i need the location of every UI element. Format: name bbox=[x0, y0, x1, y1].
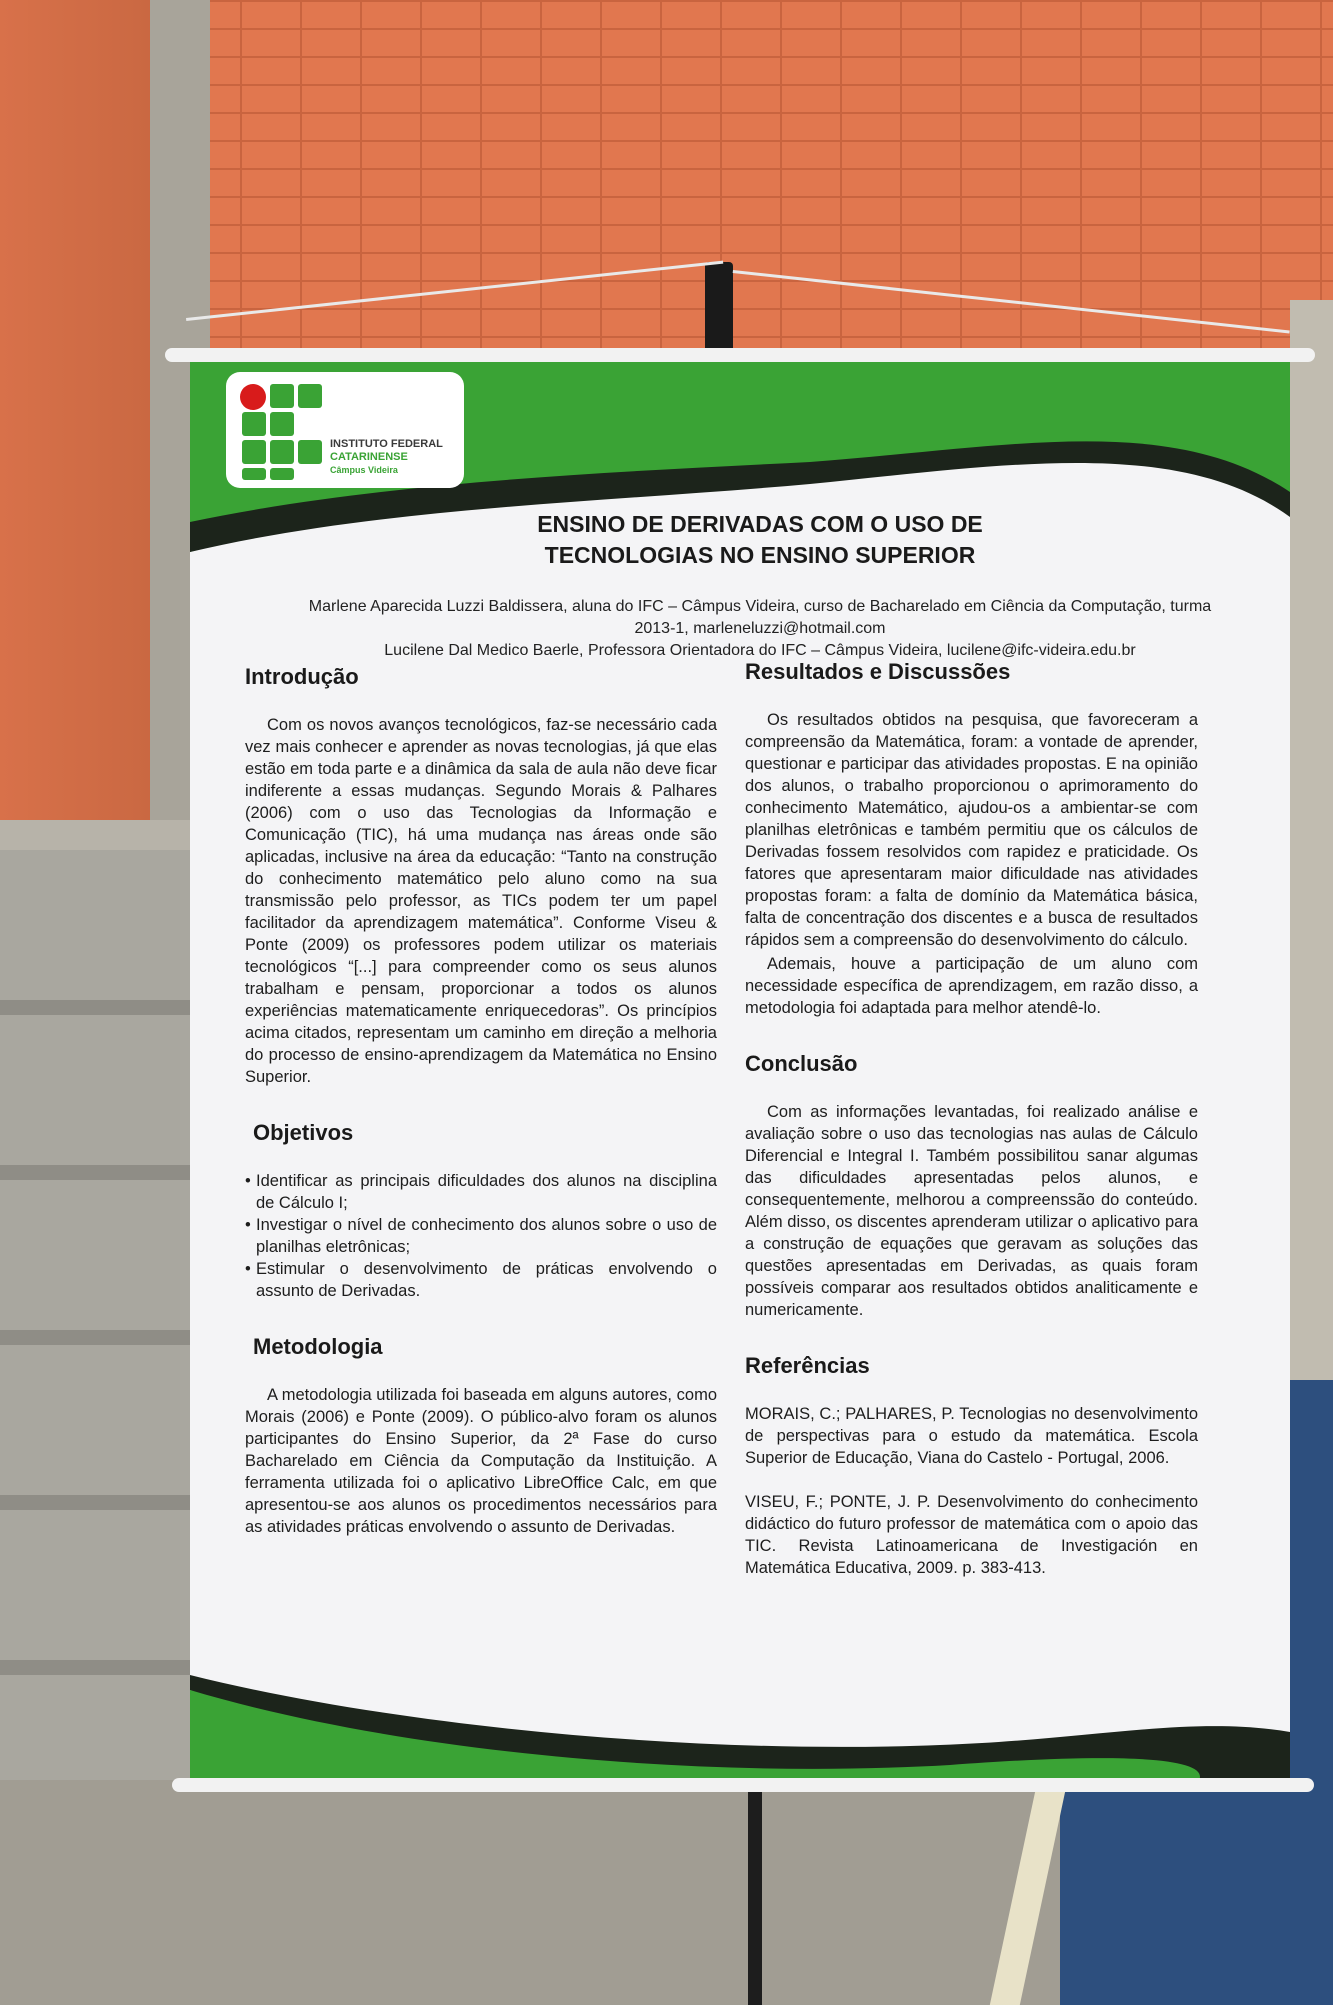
heading-resultados: Resultados e Discussões bbox=[745, 659, 1011, 684]
text-resultados-1: Os resultados obtidos na pesquisa, que favoreceram a compreensão da Matemática, foram: a vontade de aprender, questionar e participar das atividades propostas. E na opinião dos alunos, o trabalho proporcionou o aprimoramento do conhecimento Matemático, ajudou-os a ambientar-se com planilhas eletrônicas e também permitiu que os cálculos de Derivadas fossem resolvidos com rapidez e praticidade. Os fatores que apresentaram maior dificuldade nas atividades propostas foram: a falta de domínio da Matemática básica, falta de concentração dos discentes e a busca de resultados rápidos sem a compreensão do desenvolvimento do cálculo. bbox=[745, 711, 1198, 949]
heading-objetivos: Objetivos bbox=[253, 1120, 354, 1145]
stand-pole bbox=[748, 1780, 762, 2005]
heading-conclusao: Conclusão bbox=[745, 1051, 858, 1076]
poster-authors bbox=[290, 596, 1230, 662]
logo-name: INSTITUTO FEDERAL bbox=[330, 438, 443, 450]
section-referencias bbox=[745, 1351, 1198, 1579]
footer-wave bbox=[190, 1670, 1290, 1790]
heading-referencias: Referências bbox=[745, 1353, 870, 1378]
reference-2: VISEU, F.; PONTE, J. P. Desenvolvimento do conhecimento didáctico do futuro professor de matemática com o apoio das TIC. Revista Latinoamericana de Investigación en Matemática Educativa, 2009. p. 383-413. bbox=[745, 1493, 1198, 1577]
objetivo-item: • Identificar as principais dificuldades dos alunos na disciplina de Cálculo I; bbox=[245, 1170, 717, 1214]
objetivo-item: • Investigar o nível de conhecimento dos alunos sobre o uso de planilhas eletrônicas; bbox=[245, 1214, 717, 1258]
stand-clamp bbox=[705, 262, 733, 352]
text-resultados-2: Ademais, houve a participação de um aluno com necessidade específica de aprendizagem, em razão disso, a metodologia foi adaptada para melhor atendê-lo. bbox=[745, 955, 1198, 1017]
text-metodologia: A metodologia utilizada foi baseada em alguns autores, como Morais (2006) e Ponte (2009). O público-alvo foram os alunos participantes do Ensino Superior, da 2ª Fase do curso Bacharelado em Ciência da Computação da Instituição. A ferramenta utilizada foi o aplicativo LibreOffice Calc, em que apresentou-se aos alunos os procedimentos necessários para as atividades práticas envolvendo o assunto de Derivadas. bbox=[245, 1386, 717, 1536]
heading-metodologia: Metodologia bbox=[253, 1334, 383, 1359]
objetivos-list bbox=[245, 1170, 717, 1302]
left-column bbox=[245, 662, 717, 1568]
right-column bbox=[745, 657, 1198, 1609]
top-hanging-rod bbox=[165, 348, 1315, 362]
logo-region: CATARINENSE bbox=[330, 451, 408, 463]
section-objetivos bbox=[245, 1118, 717, 1302]
section-conclusao bbox=[745, 1049, 1198, 1321]
objetivo-item: • Estimular o desenvolvimento de práticas envolvendo o assunto de Derivadas. bbox=[245, 1258, 717, 1302]
text-conclusao: Com as informações levantadas, foi realizado análise e avaliação sobre o uso das tecnologias nas aulas de Cálculo Diferencial e Integral I. Também possibilitou sanar algumas das dificuldades apresentadas pelos alunos, e consequentemente, melhorou a compreenssão do conteúdo. Além disso, os discentes aprenderam utilizar o aplicativo para a construção de equações que geravam as soluções das questões apresentadas em Derivadas, as quais foram possíveis comparar aos resultados obtidos analiticamente e numericamente. bbox=[745, 1103, 1198, 1319]
authors-line-3: Lucilene Dal Medico Baerle, Professora Orientadora do IFC – Câmpus Videira, lucilene@ifc-videira.edu.br bbox=[384, 642, 1136, 659]
title-line-1: ENSINO DE DERIVADAS COM O USO DE bbox=[537, 511, 983, 537]
bottom-hanging-rod bbox=[172, 1778, 1314, 1792]
title-line-2: TECNOLOGIAS NO ENSINO SUPERIOR bbox=[544, 542, 976, 568]
institute-logo bbox=[226, 372, 464, 488]
section-resultados bbox=[745, 657, 1198, 1019]
section-metodologia bbox=[245, 1332, 717, 1538]
authors-line-1: Marlene Aparecida Luzzi Baldissera, aluna do IFC – Câmpus Videira, curso de Bacharelado em Ciência da Computação, turma bbox=[308, 598, 1212, 615]
section-introducao bbox=[245, 662, 717, 1088]
heading-introducao: Introdução bbox=[245, 664, 359, 689]
poster-title bbox=[490, 509, 1030, 571]
logo-mark bbox=[240, 384, 324, 480]
text-introducao: Com os novos avanços tecnológicos, faz-se necessário cada vez mais conhecer e aprender as novas tecnologias, já que elas estão em toda parte e a dinâmica da sala de aula não deve ficar indiferente a essas mudanças. Segundo Morais & Palhares (2006) com o uso das Tecnologias da Informação e Comunicação (TIC), há uma mudança nas áreas onde são aplicadas, inclusive na área da educação: “Tanto na construção do conhecimento matemático pelo aluno como na sua transmissão pelo professor, as TICs podem ter um papel facilitador da aprendizagem matemática”. Conforme Viseu & Ponte (2009) os professores podem utilizar os materiais tecnológicos “[...] para compreender como os seus alunos trabalham e pensam, proporcionar a todos os alunos experiências matematicamente enriquecedoras”. Os princípios acima citados, representam um caminho em direção a melhoria do processo de ensino-aprendizagem da Matemática no Ensino Superior. bbox=[245, 716, 717, 1086]
reference-1: MORAIS, C.; PALHARES, P. Tecnologias no desenvolvimento de perspectivas para o estudo da matemática. Escola Superior de Educação, Viana do Castelo - Portugal, 2006. bbox=[745, 1405, 1198, 1467]
poster-banner bbox=[190, 352, 1290, 1790]
logo-campus: Câmpus Videira bbox=[330, 465, 398, 475]
authors-line-2: 2013-1, marleneluzzi@hotmail.com bbox=[634, 620, 886, 637]
